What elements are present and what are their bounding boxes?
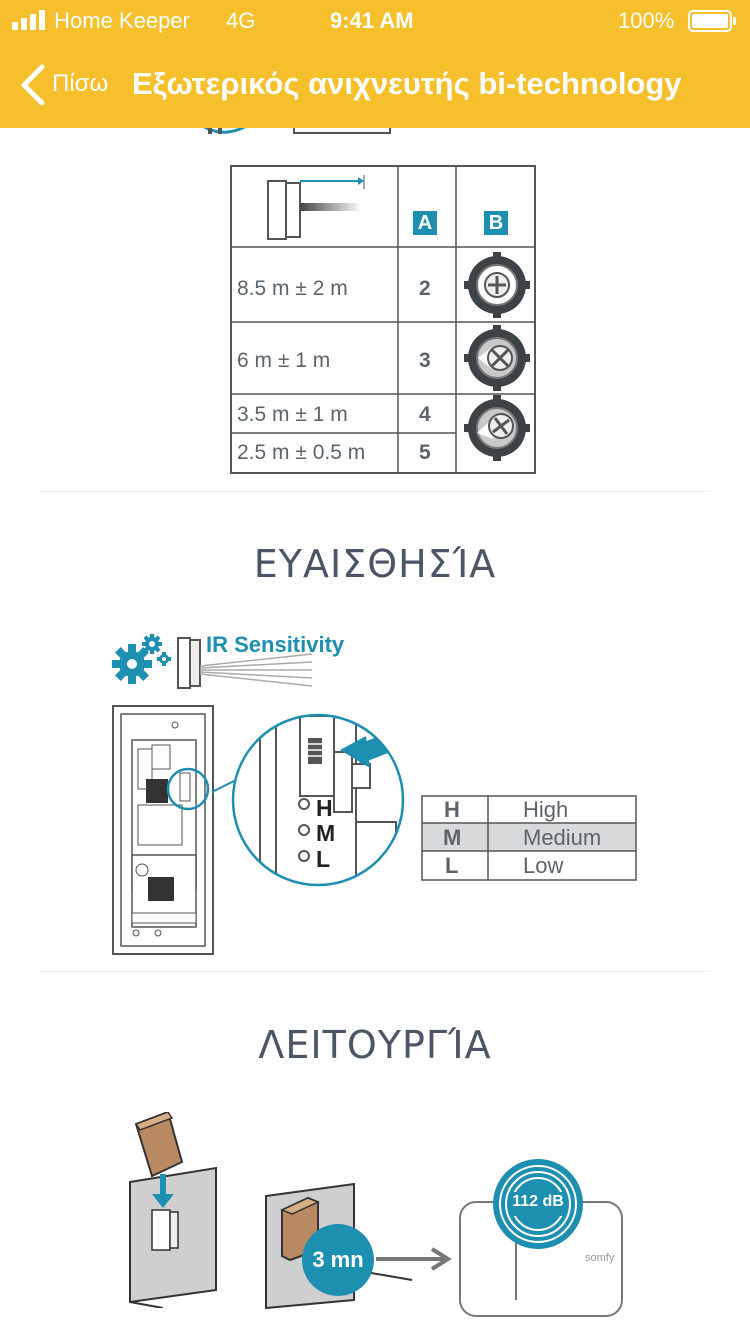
app-header [0,0,750,128]
network-type: 4G [226,8,256,33]
level-label: High [523,797,569,822]
range-cell: 3.5 m ± 1 m [237,403,348,426]
switch-letter: M [316,820,336,846]
battery-icon [688,10,738,32]
lens-knob-icon [464,395,530,461]
range-cell: 6 m ± 1 m [237,349,331,372]
level-label: Medium [523,825,602,850]
page-title: Εξωτερικός ανιχνευτής bi-technology [132,66,682,101]
intrusion-wall-illustration [118,1112,218,1308]
gear-icon [112,632,174,684]
back-button[interactable] [14,62,124,110]
chevron-left-icon [18,64,46,106]
ir-sensitivity-label: IR Sensitivity [206,632,345,657]
siren-db-label: 112 dB [512,1193,564,1210]
detector-range-icon [266,175,366,241]
section-divider [40,971,710,972]
status-carrier-group [12,8,190,34]
range-cell: 2.5 m ± 0.5 m [237,441,366,464]
setting-cell: 5 [419,441,431,464]
switch-letter: L [316,846,331,872]
lens-knob-icon [464,325,530,391]
detector-board-illustration [112,705,214,955]
switch-letter: H [316,795,333,821]
setting-cell: 2 [419,277,431,300]
status-time: 9:41 AM [330,8,414,33]
operation-heading: ΛΕΙΤΟΥΡΓΊΑ [258,1023,492,1067]
section-divider [40,491,710,492]
sensitivity-heading: ΕΥΑΙΣΘΗΣΊΑ [253,542,497,586]
lens-knob-icon [464,252,530,318]
arrow-right-icon [376,1246,456,1272]
carrier-name: Home Keeper [54,8,190,33]
column-a-badge: A [413,211,437,235]
level-code: M [443,825,462,850]
column-b-badge: B [484,211,508,235]
siren-brand: somfy [585,1252,615,1264]
setting-cell: 3 [419,349,431,372]
back-label: Πίσω [52,70,109,97]
delay-badge: 3 mn [302,1224,374,1296]
level-label: Low [523,853,564,878]
range-cell: 8.5 m ± 2 m [237,277,348,300]
level-code: H [444,797,460,822]
signal-icon [12,10,48,30]
setting-cell: 4 [419,403,431,426]
level-code: L [445,853,459,878]
battery-percent: 100% [618,8,675,33]
range-table [230,165,536,474]
